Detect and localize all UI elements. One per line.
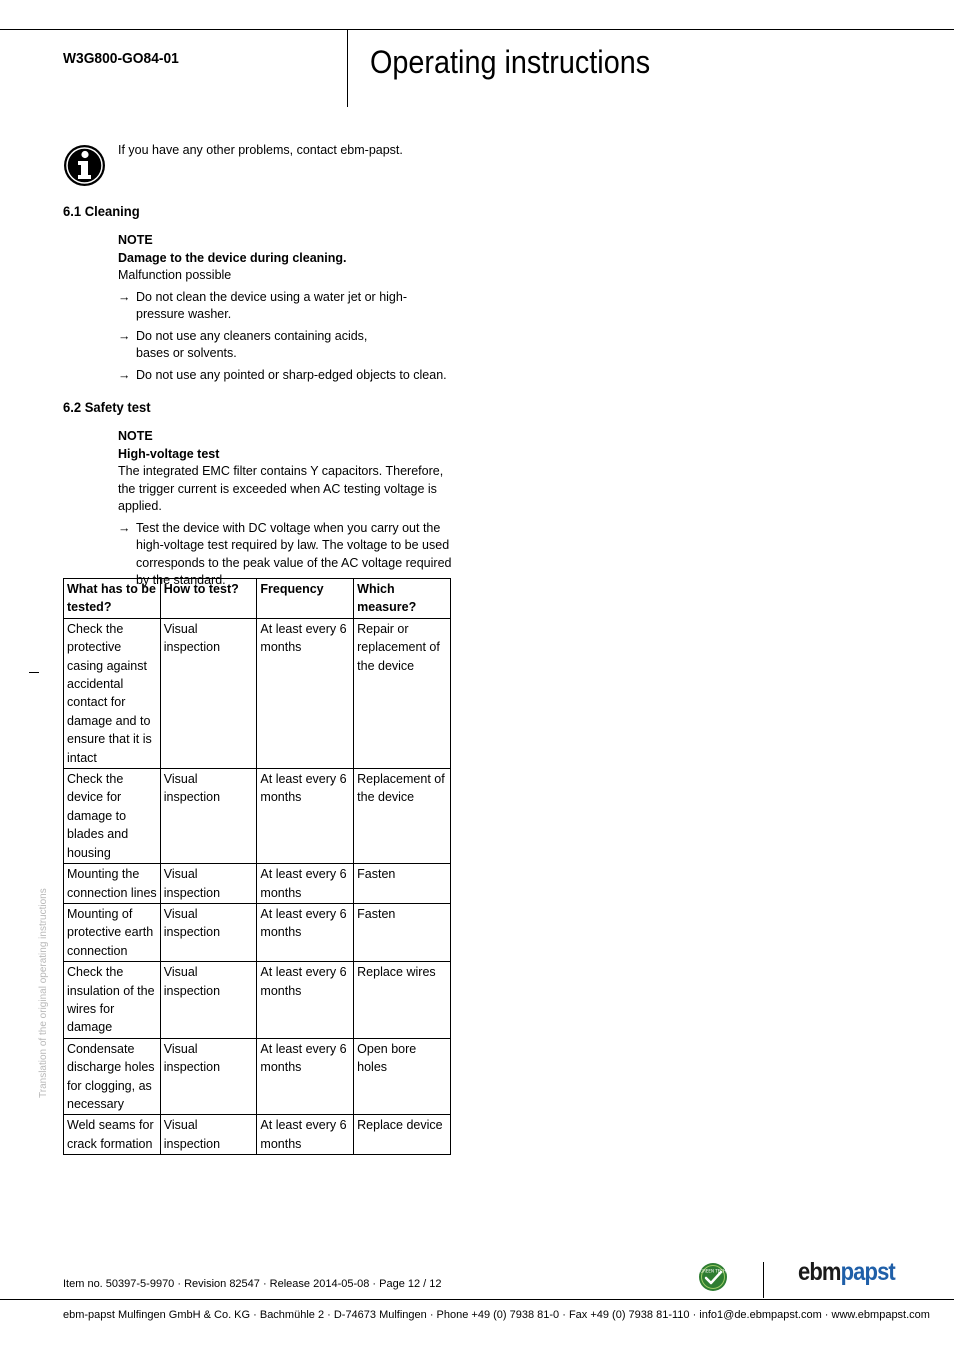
table-cell: Check the protective casing against accidental contact for damage and to ensure that it is intact [64, 618, 161, 768]
arrow-icon: → [118, 520, 131, 535]
table-cell: Visual inspection [160, 864, 257, 904]
table-cell: Mounting the connection lines [64, 864, 161, 904]
table-cell: Replace wires [354, 962, 451, 1039]
table-header-row [64, 579, 451, 619]
note-label: NOTE [118, 429, 153, 443]
info-icon [63, 144, 106, 187]
note-title: High-voltage test [118, 446, 220, 461]
table-row [64, 1038, 451, 1115]
greentech-label: GREEN TECH [700, 1268, 726, 1274]
table-cell: Visual inspection [160, 962, 257, 1039]
cleaning-instruction [118, 289, 442, 324]
column-header-how: How to test? [160, 579, 257, 619]
footer-item-info: Item no. 50397-5-9970 · Revision 82547 · Release 2014-05-08 · Page 12 / 12 [63, 1278, 442, 1290]
section-heading-cleaning: 6.1 Cleaning [63, 203, 140, 219]
note-text: The integrated EMC filter contains Y capacitors. Therefore, the trigger current is exceeded when AC testing voltage is applied. [118, 464, 444, 513]
table-cell: Weld seams for crack formation [64, 1115, 161, 1155]
logo-part-ebm: ebm [798, 1258, 841, 1286]
table-cell: At least every 6 months [257, 962, 354, 1039]
instruction-text: Test the device with DC voltage when you carry out the high-voltage test required by law. The voltage to be used corresponds to the peak value of the AC voltage required by the standard. [136, 520, 452, 587]
table-cell: At least every 6 months [257, 1038, 354, 1115]
table-cell: At least every 6 months [257, 618, 354, 768]
table-cell: Check the device for damage to blades and housing [64, 769, 161, 864]
arrow-icon: → [118, 367, 131, 382]
model-number: W3G800-GO84-01 [63, 50, 179, 67]
column-header-measure: Which measure? [354, 579, 451, 619]
ebmpapst-logo [798, 1258, 895, 1287]
column-header-what: What has to be tested? [64, 579, 161, 619]
table-cell: Visual inspection [160, 1038, 257, 1115]
safety-note [118, 428, 453, 590]
page-title: Operating instructions [370, 44, 651, 80]
table-cell: At least every 6 months [257, 864, 354, 904]
table-row [64, 769, 451, 864]
logo-part-papst: papst [840, 1258, 895, 1286]
instruction-text: Do not clean the device using a water jet or high-pressure washer. [136, 289, 407, 321]
table-cell: Fasten [354, 864, 451, 904]
footer-rule [0, 1299, 954, 1300]
safety-test-table [63, 578, 451, 1155]
table-cell: Visual inspection [160, 618, 257, 768]
header-top-rule [0, 29, 954, 30]
note-title: Damage to the device during cleaning. [118, 250, 347, 265]
side-translation-note: Translation of the original operating instructions [38, 888, 49, 1098]
table-cell: Open bore holes [354, 1038, 451, 1115]
table-cell: Check the insulation of the wires for damage [64, 962, 161, 1039]
cleaning-note [118, 232, 453, 384]
table-cell: Replace device [354, 1115, 451, 1155]
column-header-frequency: Frequency [257, 579, 354, 619]
table-cell: Fasten [354, 903, 451, 961]
cleaning-instruction [118, 367, 466, 385]
table-cell: Visual inspection [160, 769, 257, 864]
margin-fold-mark [29, 672, 39, 673]
arrow-icon: → [118, 289, 131, 304]
note-text: Malfunction possible [118, 268, 232, 282]
footer-address: ebm-papst Mulfingen GmbH & Co. KG · Bachmühle 2 · D-74673 Mulfingen · Phone +49 (0) 7938 81-0 · Fax +49 (0) 7938 81-110 · info1@de.ebmpapst.com · www.ebmpapst.com [63, 1309, 930, 1321]
section-heading-safety-test: 6.2 Safety test [63, 399, 151, 415]
greentech-check-icon [698, 1262, 728, 1292]
header-divider [347, 30, 348, 107]
table-row [64, 1115, 451, 1155]
instruction-text: Do not use any pointed or sharp-edged objects to clean. [136, 367, 447, 382]
table-cell: Visual inspection [160, 903, 257, 961]
note-label: NOTE [118, 233, 153, 247]
table-cell: Repair or replacement of the device [354, 618, 451, 768]
table-row [64, 618, 451, 768]
info-text: If you have any other problems, contact ebm-papst. [118, 143, 403, 157]
table-row [64, 903, 451, 961]
instruction-text: Do not use any cleaners containing acids, bases or solvents. [136, 328, 368, 360]
table-cell: At least every 6 months [257, 903, 354, 961]
cleaning-instruction [118, 328, 376, 363]
table-cell: Replacement of the device [354, 769, 451, 864]
table-cell: At least every 6 months [257, 769, 354, 864]
table-row [64, 962, 451, 1039]
table-cell: Visual inspection [160, 1115, 257, 1155]
logo-divider [763, 1262, 764, 1298]
table-row [64, 864, 451, 904]
table-cell: Condensate discharge holes for clogging, as necessary [64, 1038, 161, 1115]
table-cell: Mounting of protective earth connection [64, 903, 161, 961]
table-cell: At least every 6 months [257, 1115, 354, 1155]
arrow-icon: → [118, 328, 131, 343]
